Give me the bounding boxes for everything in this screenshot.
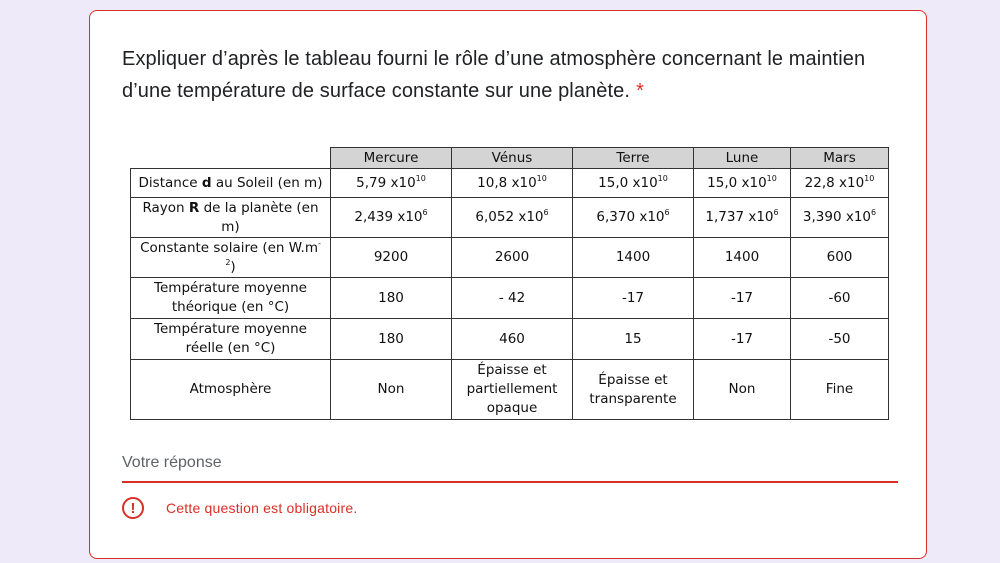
table-cell: 9200: [331, 238, 452, 278]
table-header-row: [131, 148, 889, 169]
table-row: [131, 169, 889, 198]
row-label: Rayon R de la planète (en m): [131, 198, 331, 238]
required-marker: *: [636, 80, 644, 102]
column-header: Mercure: [331, 148, 452, 169]
table-cell: 6,370 $x10^6$: [573, 198, 694, 238]
table-cell: Non: [331, 360, 452, 420]
table-cell: - 42: [452, 278, 573, 319]
table-cell: 5,79 $x10^{10}$: [331, 169, 452, 198]
table-cell: Épaisse et partiellement opaque: [452, 360, 573, 420]
table-cell: 180: [331, 319, 452, 360]
table-cell: 1400: [573, 238, 694, 278]
table-cell: 1,737 $x10^6$: [694, 198, 791, 238]
table-cell: 6,052 $x10^6$: [452, 198, 573, 238]
table-cell: 180: [331, 278, 452, 319]
table-cell: 1400: [694, 238, 791, 278]
table-cell: 460: [452, 319, 573, 360]
column-header: Lune: [694, 148, 791, 169]
table-cell: Épaisse et transparente: [573, 360, 694, 420]
answer-underline: [122, 481, 898, 483]
question-title: [122, 43, 882, 107]
table-cell: Non: [694, 360, 791, 420]
column-header: Terre: [573, 148, 694, 169]
table-cell: Fine: [791, 360, 889, 420]
table-cell: -60: [791, 278, 889, 319]
table-cell: -50: [791, 319, 889, 360]
table-cell: 3,390 $x10^6$: [791, 198, 889, 238]
question-card: [89, 10, 927, 559]
table-cell: 15,0 $x10^{10}$: [694, 169, 791, 198]
table-cell: 2,439 $x10^6$: [331, 198, 452, 238]
table-row: [131, 238, 889, 278]
row-label: Température moyenne réelle (en °C): [131, 319, 331, 360]
row-label: Température moyenne théorique (en °C): [131, 278, 331, 319]
column-header: Vénus: [452, 148, 573, 169]
column-header: Mars: [791, 148, 889, 169]
validation-error: [122, 493, 357, 523]
table-cell: 22,8 $x10^{10}$: [791, 169, 889, 198]
row-label: Distance d au Soleil (en m): [131, 169, 331, 198]
table-corner-cell: [131, 148, 331, 169]
table-row: [131, 198, 889, 238]
table-cell: 15,0 $x10^{10}$: [573, 169, 694, 198]
table-cell: 2600: [452, 238, 573, 278]
error-message: Cette question est obligatoire.: [166, 500, 358, 516]
table-cell: -17: [573, 278, 694, 319]
row-label: Atmosphère: [131, 360, 331, 420]
table-row: [131, 360, 889, 420]
table-row: [131, 319, 889, 360]
table-cell: 600: [791, 238, 889, 278]
planet-data-table: [130, 147, 889, 420]
table-cell: -17: [694, 278, 791, 319]
table-cell: -17: [694, 319, 791, 360]
error-icon: !: [122, 497, 144, 519]
table-row: [131, 278, 889, 319]
row-label: Constante solaire (en $W.m^{-2}$): [131, 238, 331, 278]
answer-input[interactable]: Votre réponse: [122, 454, 222, 471]
data-table-image: [130, 147, 888, 419]
table-cell: 15: [573, 319, 694, 360]
question-text: Expliquer d’après le tableau fourni le rôle d’une atmosphère concernant le maintien d’une température de surface constante sur une planète.: [122, 48, 866, 102]
table-cell: 10,8 $x10^{10}$: [452, 169, 573, 198]
